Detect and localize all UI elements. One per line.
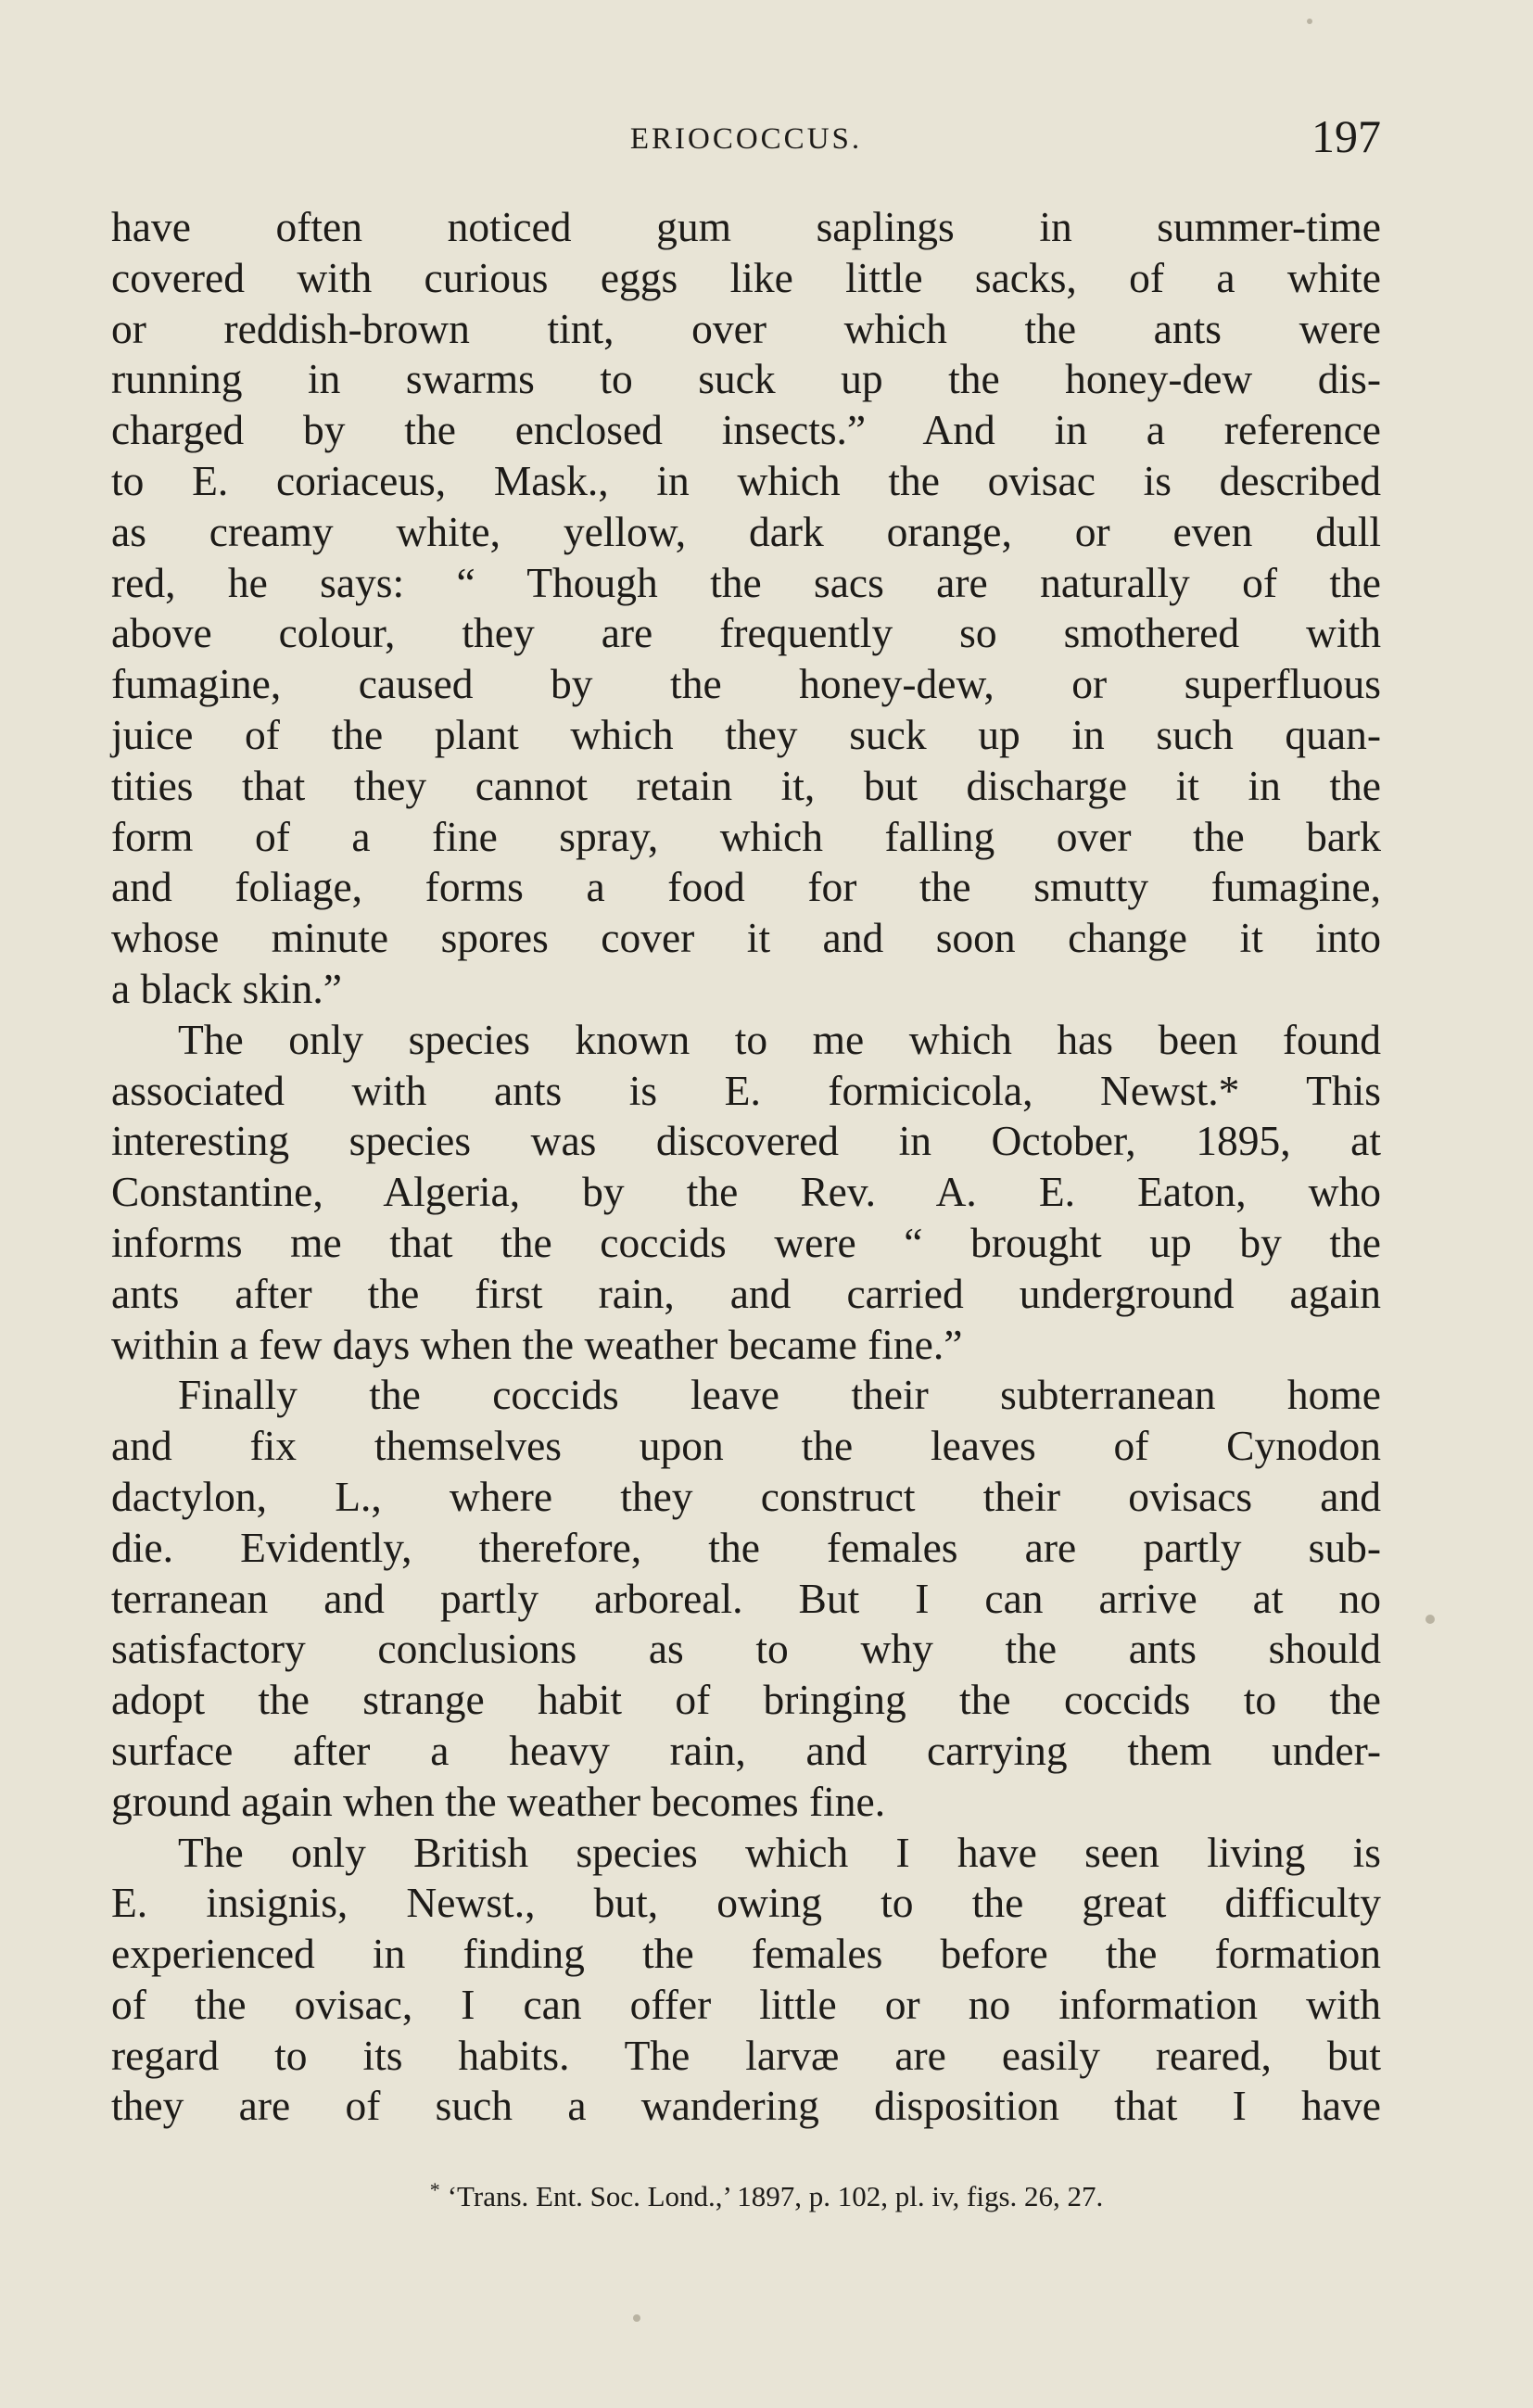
- text-line: running in swarms to suck up the honey-dew dis-: [111, 355, 1381, 403]
- text-line: within a few days when the weather became fine.”: [111, 1320, 963, 1368]
- paragraph-1: [111, 202, 1381, 1015]
- text-line: red, he says: “ Though the sacs are naturally of the: [111, 558, 1381, 606]
- text-line: The only species known to me which has been found: [178, 1015, 1381, 1063]
- page-number: 197: [1311, 110, 1381, 162]
- paragraph-4: [111, 1828, 1381, 2133]
- text-line: to E. coriaceus, Mask., in which the ovisac is described: [111, 456, 1381, 504]
- text-line: fumagine, caused by the honey-dew, or superfluous: [111, 660, 1381, 708]
- text-line: interesting species was discovered in October, 1895, at: [111, 1117, 1381, 1165]
- text-line: as creamy white, yellow, dark orange, or even dull: [111, 507, 1381, 555]
- text-line: Finally the coccids leave their subterranean home: [178, 1371, 1381, 1419]
- text-line: tities that they cannot retain it, but discharge it in the: [111, 761, 1381, 809]
- text-line: of the ovisac, I can offer little or no information with: [111, 1980, 1381, 2028]
- footnote: [0, 2178, 1533, 2213]
- text-line: and foliage, forms a food for the smutty fumagine,: [111, 863, 1381, 911]
- paragraph-2: [111, 1015, 1381, 1371]
- text-line: whose minute spores cover it and soon change it into: [111, 914, 1381, 962]
- running-head: [111, 109, 1381, 174]
- text-line: covered with curious eggs like little sacks, of a white: [111, 253, 1381, 301]
- text-line: satisfactory conclusions as to why the ants should: [111, 1625, 1381, 1673]
- text-line: adopt the strange habit of bringing the coccids to the: [111, 1676, 1381, 1724]
- text-line: above colour, they are frequently so smothered with: [111, 609, 1381, 657]
- text-line: and fix themselves upon the leaves of Cynodon: [111, 1422, 1381, 1470]
- text-line: surface after a heavy rain, and carrying them under-: [111, 1726, 1381, 1774]
- text-line: regard to its habits. The larvæ are easily reared, but: [111, 2031, 1381, 2079]
- text-line: The only British species which I have seen living is: [178, 1828, 1381, 1876]
- text-line: die. Evidently, therefore, the females are partly sub-: [111, 1523, 1381, 1571]
- text-line: a black skin.”: [111, 964, 342, 1012]
- text-line: ants after the first rain, and carried underground again: [111, 1269, 1381, 1317]
- text-line: charged by the enclosed insects.” And in a reference: [111, 406, 1381, 454]
- text-line: form of a fine spray, which falling over the bark: [111, 812, 1381, 860]
- footnote-mark: *: [429, 2178, 440, 2201]
- text-line: they are of such a wandering disposition that I have: [111, 2082, 1381, 2130]
- text-line: have often noticed gum saplings in summer-time: [111, 203, 1381, 250]
- text-line: dactylon, L., where they construct their ovisacs and: [111, 1472, 1381, 1520]
- text-line: terranean and partly arboreal. But I can arrive at no: [111, 1574, 1381, 1622]
- running-title: ERIOCOCCUS.: [629, 122, 863, 156]
- text-line: ground again when the weather becomes fine.: [111, 1777, 886, 1825]
- footnote-text: ‘Trans. Ent. Soc. Lond.,’ 1897, p. 102, pl. iv, figs. 26, 27.: [447, 2180, 1104, 2212]
- text-line: experienced in finding the females before the formation: [111, 1930, 1381, 1978]
- text-line: or reddish-brown tint, over which the ants were: [111, 304, 1381, 352]
- text-line: informs me that the coccids were “ brought up by the: [111, 1218, 1381, 1266]
- text-line: associated with ants is E. formicicola, Newst.* This: [111, 1066, 1381, 1114]
- text-line: Constantine, Algeria, by the Rev. A. E. Eaton, who: [111, 1168, 1381, 1216]
- paragraph-3: [111, 1370, 1381, 1827]
- text-line: E. insignis, Newst., but, owing to the great difficulty: [111, 1879, 1381, 1927]
- body-text: [111, 202, 1381, 2132]
- text-line: juice of the plant which they suck up in such quan-: [111, 710, 1381, 758]
